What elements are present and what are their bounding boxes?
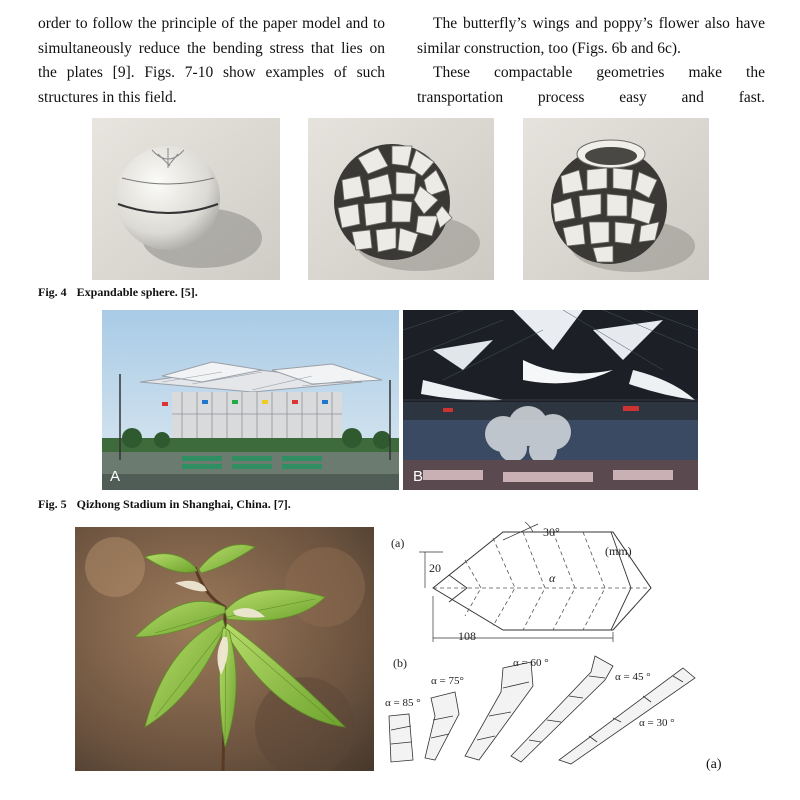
fig4-caption xyxy=(38,285,198,300)
right-paragraph-2: These compactable geometries make the transportation process easy and fast. xyxy=(417,64,765,106)
fig4-photo-opening-sphere xyxy=(308,118,494,280)
fig5-panel-b-label: B xyxy=(413,468,424,485)
fig6-alpha-symbol: α xyxy=(549,571,556,585)
fig6-label-a: (a) xyxy=(391,536,405,550)
fig4-number: Fig. 4 xyxy=(38,285,67,299)
fig6-folding-diagram xyxy=(383,520,735,773)
fig6-angle-30-label: 30° xyxy=(543,525,560,539)
fig6-alpha-85-label: α = 85 ° xyxy=(385,697,421,709)
fig6-bottom-label: (a) xyxy=(706,757,722,772)
fig6-dim-height-label: 20 xyxy=(429,561,441,575)
fig6-dim-width-label: 108 xyxy=(458,629,476,643)
fig6-alpha-45-label: α = 45 ° xyxy=(615,671,651,683)
fig5-panel-a-label: A xyxy=(110,468,121,485)
fig6-alpha-75-label: α = 75° xyxy=(431,675,464,687)
fig5-caption-text: Qizhong Stadium in Shanghai, China. [7]. xyxy=(76,497,291,511)
fig6-crease-lines xyxy=(465,532,605,630)
fig4-caption-text: Expandable sphere. [5]. xyxy=(76,285,198,299)
fig6-label-b: (b) xyxy=(393,656,407,670)
fig6-strip-alpha-85 xyxy=(389,714,413,762)
fig6-fold-lines xyxy=(449,532,631,630)
fig6-alpha-30-label: α = 30 ° xyxy=(639,717,675,729)
fig6-photo-hornbeam-leaves xyxy=(75,527,374,771)
fig6-unit-label: (mm) xyxy=(605,544,632,558)
left-paragraph: order to follow the principle of the paper model and to simultaneously reduce the bending stress that lies on the plates [9]. Figs. 7-10 show examples of such structures in this field. xyxy=(38,15,385,106)
fig5-photo-stadium-interior xyxy=(403,310,698,490)
fig5-number: Fig. 5 xyxy=(38,497,67,511)
fig5-photo-stadium-exterior xyxy=(102,310,399,490)
fig4-photo-closed-sphere xyxy=(92,118,280,280)
fig5-caption xyxy=(38,497,291,512)
left-column-text xyxy=(38,12,385,110)
fig4-photo-open-sphere xyxy=(523,118,709,280)
fig6-alpha-60-label: α = 60 ° xyxy=(513,657,549,669)
right-paragraph-1: The butterfly’s wings and poppy’s flower also have similar construction, too (Figs. 6b and 6c). xyxy=(417,15,765,57)
fig6-strip-alpha-75 xyxy=(425,692,459,760)
right-column-text xyxy=(417,12,765,110)
